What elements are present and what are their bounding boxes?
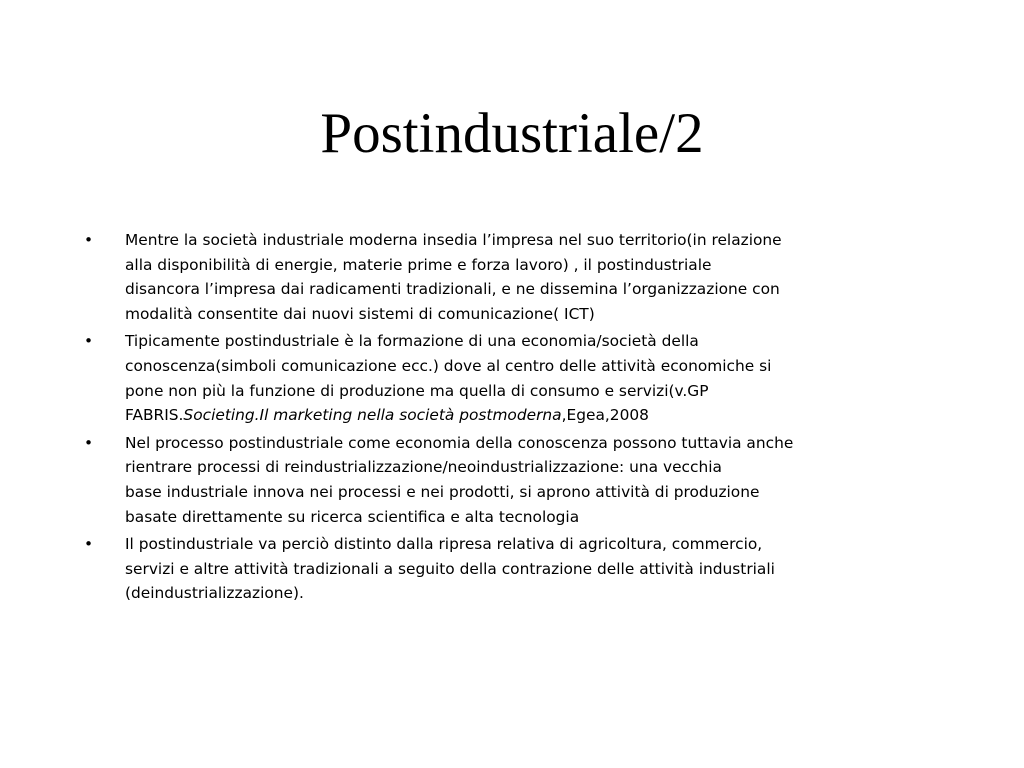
slide-title: Postindustriale/2 (320, 102, 704, 165)
bullet-mark: • (84, 433, 94, 452)
bullet-item (84, 532, 944, 606)
bullet-text: Il postindustriale va perciò distinto dalla ripresa relativa di agricoltura, commercio, servizi e altre attività tradizionali a seguito della contrazione delle attività industriali (deindustrializzazione). (125, 535, 775, 603)
bullet-mark: • (84, 535, 94, 554)
bullet-item (84, 431, 944, 529)
bullet-text: Nel processo postindustriale come economia della conoscenza possono tuttavia anche rientrare processi di reindustrializzazione/neoindustrializzazione: una vecchia base industriale innova nei processi e nei prodotti, si aprono attività di produzione basate direttamente su ricerca scientifica e alta tecnologia (125, 433, 794, 526)
bullet-text-before-citation: Tipicamente postindustriale è la formazione di una economia/società della conoscenza(simboli comunicazione ecc.) dove al centro delle attività economiche si pone non più la funzione di produzione ma quella di consumo e servizi(v.GP FABRIS. (125, 332, 772, 425)
citation-title: Societing.Il marketing nella società postmoderna (183, 406, 562, 425)
citation-publisher: ,Egea,2008 (561, 406, 649, 425)
bullet-text: Mentre la società industriale moderna insedia l’impresa nel suo territorio(in relazione alla disponibilità di energie, materie prime e forza lavoro) , il postindustriale disancora l’impresa dai radicamenti tradizionali, e ne dissemina l’organizzazione con modalità consentite dai nuovi sistemi di comunicazione( ICT) (125, 231, 782, 323)
bullet-mark: • (84, 332, 94, 351)
bullet-mark: • (84, 231, 94, 249)
bullet-list (84, 228, 944, 609)
bullet-item (84, 329, 944, 427)
bullet-item (84, 228, 944, 326)
